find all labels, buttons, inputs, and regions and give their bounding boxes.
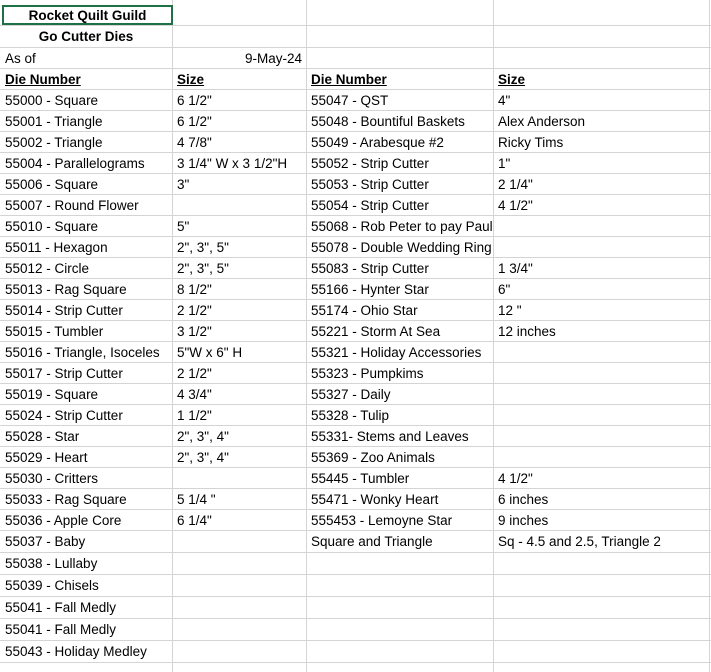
die-number-cell[interactable]: 55030 - Critters [5,470,99,486]
size-cell[interactable] [172,553,306,574]
die-number-cell[interactable]: 55015 - Tumbler [5,323,104,339]
die-number-cell[interactable]: 55331- Stems and Leaves [311,428,469,444]
sheet-row [0,48,711,69]
size-cell[interactable]: 4 1/2" [498,470,533,486]
die-number-cell[interactable]: 55000 - Square [5,92,99,108]
as-of-date-cell[interactable]: 9-May-24 [244,50,302,66]
die-number-cell[interactable]: 55013 - Rag Square [5,281,127,297]
size-cell[interactable]: 4 7/8" [177,134,212,150]
size-cell[interactable]: 3" [177,176,190,192]
size-cell[interactable]: Alex Anderson [498,113,586,129]
size-cell[interactable]: 1 3/4" [498,260,533,276]
table-row [0,237,711,258]
size-cell[interactable] [493,575,709,596]
die-number-cell[interactable]: 55037 - Baby [5,534,86,549]
size-cell[interactable]: 5 1/4 " [177,491,216,507]
subtitle-cell[interactable]: Go Cutter Dies [38,29,134,44]
table-row [0,258,711,279]
size-cell[interactable] [493,405,709,425]
as-of-label-cell[interactable]: As of [5,50,36,66]
size-cell[interactable] [493,426,709,446]
size-cell[interactable]: 2 1/2" [177,365,212,381]
die-number-cell[interactable]: 55028 - Star [5,428,80,444]
table-row [0,153,711,174]
table-row [0,279,711,300]
size-cell[interactable]: 2 1/2" [177,302,212,318]
die-number-cell[interactable]: 55033 - Rag Square [5,491,127,507]
table-row [0,597,711,619]
die-number-cell[interactable]: 55036 - Apple Core [5,512,122,528]
size-cell[interactable]: 4 1/2" [498,197,533,213]
die-number-cell[interactable]: 55323 - Pumpkims [311,365,424,381]
die-number-cell[interactable]: 55083 - Strip Cutter [311,260,429,276]
sheet-row [0,26,711,48]
table-row [0,489,711,510]
size-cell[interactable]: 2", 3", 4" [177,449,229,465]
size-cell[interactable]: 5" [177,218,190,234]
die-number-cell[interactable]: 55019 - Square [5,386,99,402]
die-number-cell[interactable]: 55043 - Holiday Medley [5,644,147,659]
size-cell[interactable] [172,619,306,640]
table-row [0,531,711,553]
table-row [0,363,711,384]
table-row [0,342,711,363]
die-number-cell[interactable]: 55017 - Strip Cutter [5,365,123,381]
table-row [0,384,711,405]
size-cell[interactable]: 4" [498,92,511,108]
die-number-cell[interactable]: 55221 - Storm At Sea [311,323,441,339]
size-cell[interactable] [172,641,306,662]
size-cell[interactable]: 3 1/2" [177,323,212,339]
die-number-cell[interactable] [306,553,493,574]
size-cell[interactable]: 5"W x 6" H [177,344,243,360]
die-number-cell[interactable] [306,641,493,662]
size-cell[interactable] [493,237,709,257]
die-number-cell[interactable]: 55039 - Chisels [5,578,99,593]
die-number-cell[interactable]: 55321 - Holiday Accessories [311,344,482,360]
size-cell[interactable]: 2", 3", 5" [177,260,229,276]
size-cell[interactable] [493,447,709,467]
die-number-cell[interactable] [306,575,493,596]
table-row [0,447,711,468]
size-cell[interactable]: 9 inches [498,512,549,528]
table-row [0,468,711,489]
size-cell[interactable] [493,553,709,574]
size-cell[interactable] [493,619,709,640]
die-number-cell[interactable]: 55053 - Strip Cutter [311,176,429,192]
die-number-header[interactable]: Die Number [5,71,81,87]
die-number-cell[interactable]: 55048 - Bountiful Baskets [311,113,465,129]
size-cell[interactable] [172,195,306,215]
die-number-cell[interactable]: 55012 - Circle [5,260,90,276]
die-number-cell[interactable]: 55014 - Strip Cutter [5,302,123,318]
table-row [0,641,711,663]
size-cell[interactable] [172,575,306,596]
table-row [0,553,711,575]
die-number-cell[interactable]: 55166 - Hynter Star [311,281,429,297]
size-cell[interactable]: 4 3/4" [177,386,212,402]
die-number-cell[interactable]: 55006 - Square [5,176,99,192]
die-number-cell[interactable]: 55174 - Ohio Star [311,302,418,318]
size-cell[interactable]: 3 1/4" W x 3 1/2"H [177,155,288,171]
table-row [0,575,711,597]
size-cell[interactable] [493,342,709,362]
die-number-cell[interactable]: 555453 - Lemoyne Star [311,512,453,528]
table-row [0,216,711,237]
size-cell[interactable]: 6 1/2" [177,92,212,108]
size-cell[interactable]: 12 " [498,302,522,318]
size-header[interactable]: Size [177,71,205,87]
die-number-cell[interactable]: 55041 - Fall Medly [5,600,117,615]
die-number-cell[interactable]: 55471 - Wonky Heart [311,491,439,507]
table-row [0,321,711,342]
size-cell[interactable]: 2 1/4" [498,176,533,192]
size-cell[interactable]: Ricky Tims [498,134,564,150]
size-cell[interactable]: 6 1/2" [177,113,212,129]
die-number-cell[interactable]: 55041 - Fall Medly [5,622,117,637]
die-number-cell[interactable] [306,619,493,640]
size-cell[interactable]: 6 inches [498,491,549,507]
size-cell[interactable] [493,641,709,662]
die-number-cell[interactable]: 55002 - Triangle [5,134,103,150]
die-number-cell[interactable]: 55054 - Strip Cutter [311,197,429,213]
size-cell[interactable]: Sq - 4.5 and 2.5, Triangle 2 [498,534,661,549]
size-cell[interactable] [172,597,306,618]
size-cell[interactable]: 6" [498,281,511,297]
table-row [0,300,711,321]
size-cell[interactable] [493,216,709,236]
size-cell[interactable] [493,363,709,383]
size-cell[interactable] [493,384,709,404]
header-row [0,69,711,90]
size-cell[interactable]: 2", 3", 5" [177,239,229,255]
size-cell[interactable]: 12 inches [498,323,556,339]
die-number-cell[interactable]: Square and Triangle [311,534,433,549]
table-row [0,195,711,216]
size-cell[interactable]: 8 1/2" [177,281,212,297]
size-cell[interactable]: 6 1/4" [177,512,212,528]
table-row [0,510,711,531]
size-cell[interactable] [493,597,709,618]
table-row [0,426,711,447]
die-number-cell[interactable]: 55052 - Strip Cutter [311,155,429,171]
die-number-cell[interactable]: 55047 - QST [311,92,389,108]
die-number-cell[interactable]: 55029 - Heart [5,449,88,465]
die-number-cell[interactable]: 55001 - Triangle [5,113,103,129]
size-cell[interactable]: 1" [498,155,511,171]
table-row [0,405,711,426]
table-row [0,111,711,132]
table-row [0,90,711,111]
size-cell[interactable]: 2", 3", 4" [177,428,229,444]
die-number-cell[interactable]: 55328 - Tulip [311,407,390,423]
die-number-cell[interactable]: 55369 - Zoo Animals [311,449,435,465]
die-number-cell[interactable] [306,597,493,618]
size-cell[interactable]: 1 1/2" [177,407,212,423]
die-number-cell[interactable]: 55049 - Arabesque #2 [311,134,444,150]
die-number-cell[interactable]: 55327 - Daily [311,386,391,402]
die-number-cell[interactable]: 55010 - Square [5,218,99,234]
die-number-cell[interactable]: 55024 - Strip Cutter [5,407,123,423]
sheet-row [0,5,711,26]
table-row [0,132,711,153]
size-cell[interactable] [172,468,306,488]
size-cell[interactable] [172,531,306,552]
die-number-cell[interactable]: 55007 - Round Flower [5,197,139,213]
table-row [0,619,711,641]
size-header[interactable]: Size [498,71,526,87]
die-number-cell[interactable]: 55011 - Hexagon [5,239,108,255]
die-number-cell[interactable]: 55016 - Triangle, Isoceles [5,344,160,360]
die-number-cell[interactable]: 55445 - Tumbler [311,470,410,486]
die-number-cell[interactable]: 55004 - Parallelograms [5,155,145,171]
die-number-cell[interactable]: 55068 - Rob Peter to pay Paul [311,218,493,234]
title-cell[interactable]: Rocket Quilt Guild [2,5,173,25]
die-number-header[interactable]: Die Number [311,71,387,87]
die-number-cell[interactable]: 55038 - Lullaby [5,556,98,571]
die-number-cell[interactable]: 55078 - Double Wedding Ring [311,239,492,255]
table-row [0,174,711,195]
